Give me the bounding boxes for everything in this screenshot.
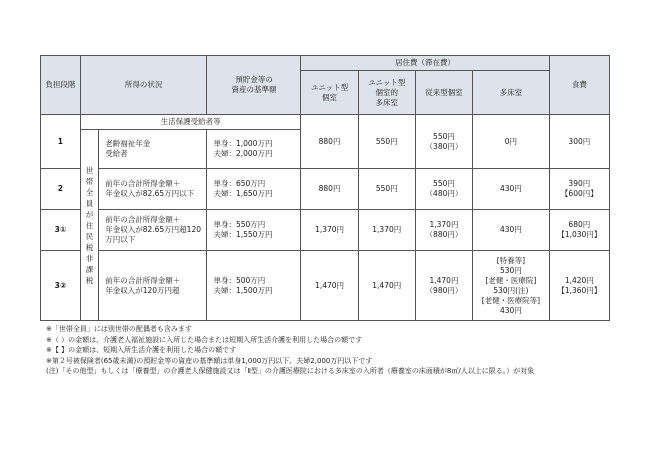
row-3a-multi-bed: 430円 [473,210,550,251]
row-3a-stage: 3① [41,210,81,251]
row-3a-conventional-private: 1,370円 （880円） [415,210,472,251]
row-3b-multi-bed: [特養等] 530円 [老健・医療院] 530円(注) [老健・医療院等] 430円 [473,251,550,321]
row-2-stage: 2 [41,169,81,210]
header-conventional-private: 従来型個室 [415,71,472,115]
row-1-stage: 1 [41,115,81,169]
row-3b-stage: 3② [41,251,81,321]
row-3a-unit-semi-private: 1,370円 [358,210,415,251]
footnote: ※【 】の金額は、短期入所生活介護を利用した場合の額です [46,346,237,354]
row-1-food: 300円 [549,115,609,169]
header-multi-bed: 多床室 [473,71,550,115]
row-2-income: 前年の合計所得金額＋ 年金収入が82.65万円以下 [99,169,207,210]
row-3a-savings: 単身：550万円 夫婦：1,550万円 [207,210,301,251]
footnote: (注)「その他型」もしくは「療養型」の介護老人保健施設又は「Ⅱ型」の介護医療院における多床室の入所者（療養室の床面積が8㎡/人以上に限る。）が対象 [46,367,535,375]
footnote: ※第２号被保険者(65歳未満)の預貯金等の資産の基準額は単身1,000万円以下、夫婦2,000万円以下です [46,356,373,365]
header-food: 食費 [549,56,609,115]
household-tax-exempt-label: 世 帯 全 員 が 住 民 税 非 課 税 [80,130,98,321]
footnote: ※「世帯全員」には別世帯の配偶者も含みます [46,325,192,333]
row-1-unit-private: 880円 [301,115,358,169]
row-1-income: 老齢福祉年金 受給者 [99,130,207,169]
row-2-savings: 単身：650万円 夫婦：1,650万円 [207,169,301,210]
header-stage: 負担段階 [41,56,81,115]
row-2-unit-semi-private: 550円 [358,169,415,210]
row-3b-conventional-private: 1,470円 （980円） [415,251,472,321]
row-2-unit-private: 880円 [301,169,358,210]
header-housing: 居住費（滞在費） [301,56,549,71]
row-1-unit-semi-private: 550円 [358,115,415,169]
footnotes [46,324,626,377]
header-savings: 預貯金等の 資産の基準額 [207,56,301,115]
header-unit-private: ユニット型 個室 [301,71,358,115]
row-3a-income: 前年の合計所得金額＋ 年金収入が82.65万円超120 万円以下 [99,210,207,251]
row-3b-savings: 単身：500万円 夫婦：1,500万円 [207,251,301,321]
row-3a-unit-private: 1,370円 [301,210,358,251]
row-3b-food: 1,420円 【1,360円】 [549,251,609,321]
welfare-recipients-label: 生活保護受給者等 [80,115,301,130]
row-1-savings: 単身：1,000万円 夫婦：2,000万円 [207,130,301,169]
row-2-conventional-private: 550円 （480円） [415,169,472,210]
header-unit-semi-private: ユニット型 個室的 多床室 [358,71,415,115]
row-3b-unit-private: 1,470円 [301,251,358,321]
footnote: ※（ ）の金額は、介護老人福祉施設に入所した場合または短期入所生活介護を利用した場合の額です [46,335,363,344]
cost-burden-table [40,55,610,321]
row-3b-unit-semi-private: 1,470円 [358,251,415,321]
header-income: 所得の状況 [80,56,207,115]
row-3a-food: 680円 【1,030円】 [549,210,609,251]
row-1-conventional-private: 550円 （380円） [415,115,472,169]
row-1-multi-bed: 0円 [473,115,550,169]
row-2-food: 390円 【600円】 [549,169,609,210]
row-2-multi-bed: 430円 [473,169,550,210]
row-3b-income: 前年の合計所得金額＋ 年金収入が120万円超 [99,251,207,321]
